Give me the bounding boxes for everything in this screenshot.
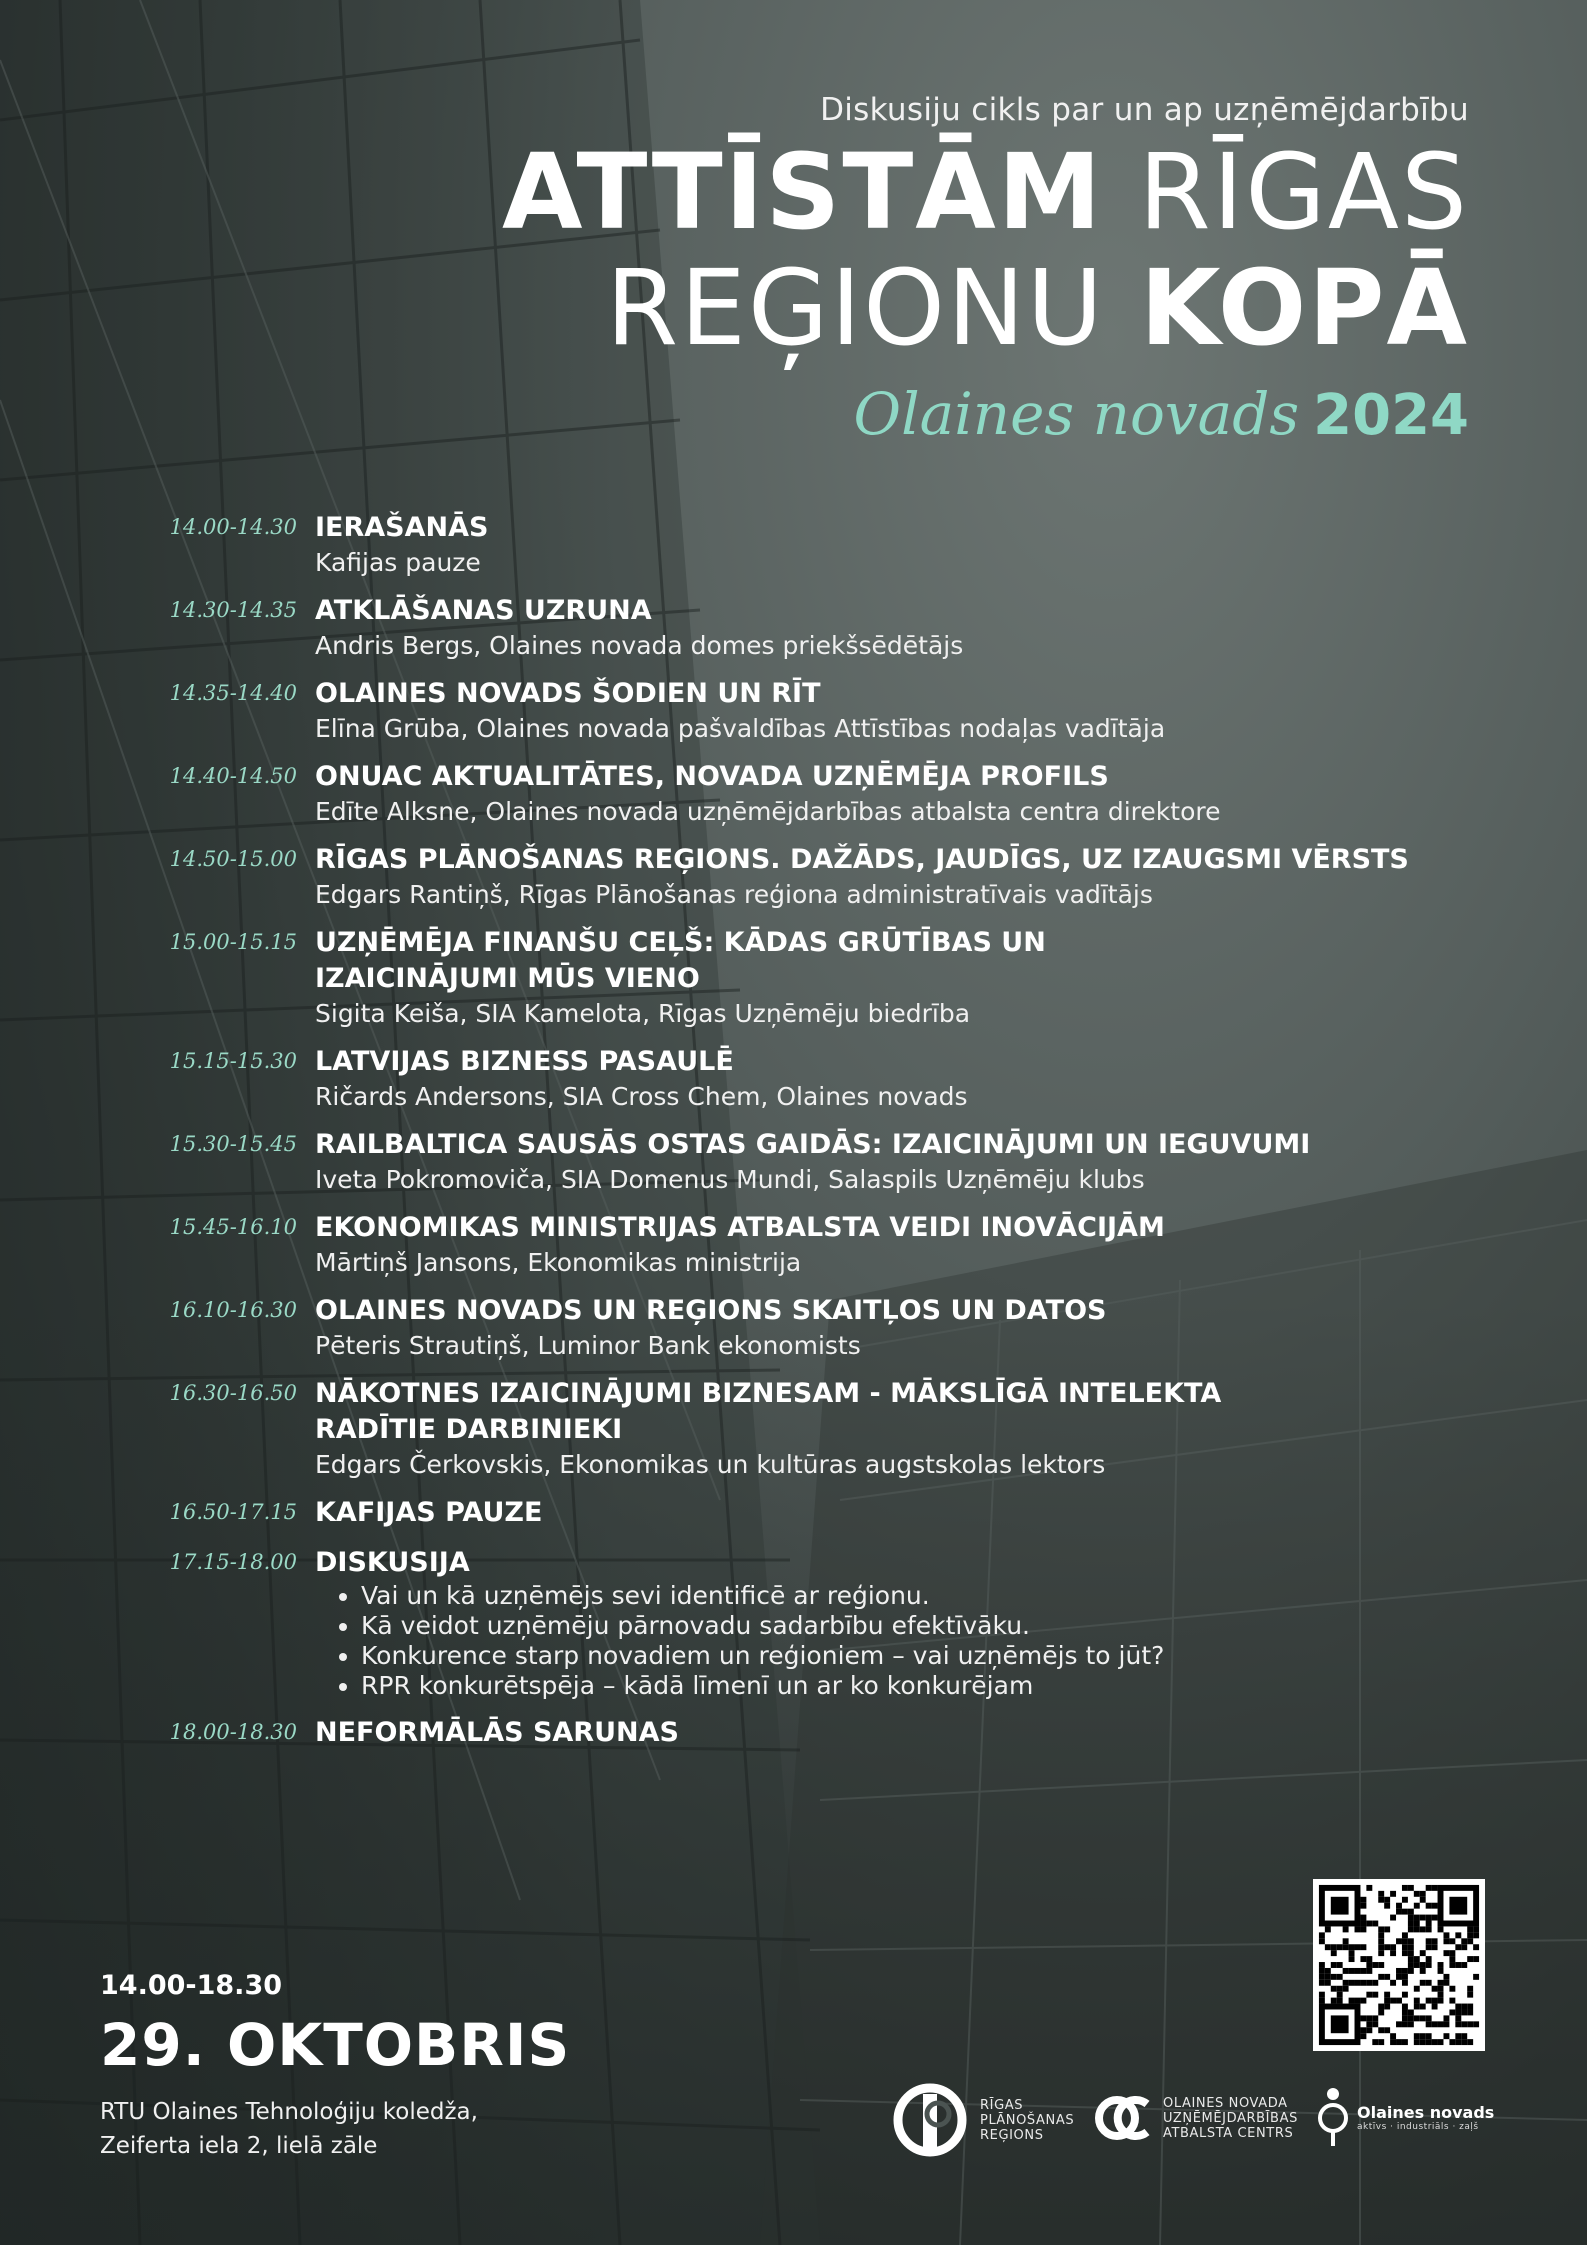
rpr-logo-icon xyxy=(890,2080,970,2160)
event-date: 29. OKTOBRIS xyxy=(100,2011,571,2079)
agenda-item xyxy=(150,1715,1450,1751)
agenda-speaker: Edīte Alksne, Olaines novada uzņēmējdarbības atbalsta centra direktore xyxy=(315,797,1221,826)
agenda-time: 16.30-16.50 xyxy=(169,1381,297,1405)
agenda-time: 14.35-14.40 xyxy=(169,681,297,705)
agenda-time: 14.50-15.00 xyxy=(169,847,297,871)
agenda-title: RĪGAS PLĀNOŠANAS REĢIONS. DAŽĀDS, JAUDĪGS, UZ IZAUGSMI VĒRSTS xyxy=(315,844,1409,875)
agenda-speaker: Edgars Rantiņš, Rīgas Plānošanas reģiona administratīvais vadītājs xyxy=(315,880,1153,909)
discussion-topic: • Kā veidot uzņēmēju pārnovadu sadarbību efektīvāku. xyxy=(361,1611,1450,1641)
agenda-title: IERAŠANĀS xyxy=(315,512,489,543)
agenda-time: 16.50-17.15 xyxy=(169,1500,297,1524)
agenda-time: 15.15-15.30 xyxy=(169,1049,297,1073)
agenda-time: 15.45-16.10 xyxy=(169,1215,297,1239)
discussion-topic: • Konkurence starp novadiem un reģioniem – vai uzņēmējs to jūt? xyxy=(361,1641,1450,1671)
agenda-item xyxy=(150,1376,1450,1481)
agenda-time: 15.00-15.15 xyxy=(169,930,297,954)
event-venue: RTU Olaines Tehnoloģiju koledža, Zeiferta iela 2, lielā zāle xyxy=(100,2099,478,2159)
event-year: 2024 xyxy=(1313,383,1469,448)
agenda-title: IZAICINĀJUMI MŪS VIENO xyxy=(315,963,700,994)
agenda-title: NĀKOTNES IZAICINĀJUMI BIZNESAM - MĀKSLĪGĀ INTELEKTA xyxy=(315,1378,1222,1409)
agenda-item xyxy=(150,676,1450,745)
agenda-title: EKONOMIKAS MINISTRIJAS ATBALSTA VEIDI INOVĀCIJĀM xyxy=(315,1212,1165,1243)
logo-rpr: RĪGAS PLĀNOŠANAS REĢIONS xyxy=(890,2080,1074,2160)
agenda-speaker: Sigita Keiša, SIA Kamelota, Rīgas Uzņēmēju biedrība xyxy=(315,999,971,1028)
partner-logos xyxy=(890,2080,1500,2160)
discussion-topic: • Vai un kā uzņēmējs sevi identificē ar reģionu. xyxy=(361,1581,1450,1611)
agenda-time: 17.15-18.00 xyxy=(169,1550,297,1574)
agenda-time: 14.00-14.30 xyxy=(169,515,297,539)
agenda-title: KAFIJAS PAUZE xyxy=(315,1497,543,1528)
agenda-title: RAILBALTICA SAUSĀS OSTAS GAIDĀS: IZAICINĀJUMI UN IEGUVUMI xyxy=(315,1129,1311,1160)
onuac-logo-icon xyxy=(1095,2090,1155,2146)
discussion-topics xyxy=(315,1581,1450,1701)
location-script: Olaines novads xyxy=(853,380,1300,448)
agenda-time: 15.30-15.45 xyxy=(169,1132,297,1156)
agenda-title: OLAINES NOVADS ŠODIEN UN RĪT xyxy=(315,678,821,709)
title-line-1: ATTĪSTĀM RĪGAS xyxy=(502,131,1469,253)
agenda-title: RADĪTIE DARBINIEKI xyxy=(315,1414,623,1445)
agenda-speaker: Mārtiņš Jansons, Ekonomikas ministrija xyxy=(315,1248,802,1277)
title-line-2: REĢIONU KOPĀ xyxy=(605,247,1469,369)
agenda-time: 18.00-18.30 xyxy=(169,1720,297,1744)
agenda-item xyxy=(150,1210,1450,1279)
agenda-item xyxy=(150,925,1450,1030)
agenda-speaker: Ričards Andersons, SIA Cross Chem, Olaines novads xyxy=(315,1082,968,1111)
agenda-item xyxy=(150,1127,1450,1196)
logo-onuac: OLAINES NOVADA UZŅĒMĒJDARBĪBAS ATBALSTA CENTRS xyxy=(1095,2090,1298,2146)
logo-olaines-novads: Olaines novads aktīvs · industriāls · zaļš xyxy=(1315,2084,1494,2150)
discussion-topic: • RPR konkurētspēja – kādā līmenī un ar ko konkurējam xyxy=(361,1671,1450,1701)
qr-code[interactable] xyxy=(1313,1879,1485,2051)
poster-title xyxy=(502,131,1469,369)
location-year xyxy=(502,380,1469,448)
map-pin-icon xyxy=(1315,2084,1351,2150)
agenda-speaker: Andris Bergs, Olaines novada domes priekšsēdētājs xyxy=(315,631,964,660)
event-details xyxy=(100,1970,570,2163)
agenda-item xyxy=(150,1495,1450,1531)
agenda-speaker: Pēteris Strautiņš, Luminor Bank ekonomists xyxy=(315,1331,861,1360)
agenda-item xyxy=(150,593,1450,662)
series-subtitle: Diskusiju cikls par un ap uzņēmējdarbību xyxy=(820,92,1469,128)
agenda-item xyxy=(150,1293,1450,1362)
agenda-title: LATVIJAS BIZNESS PASAULĒ xyxy=(315,1046,734,1077)
agenda-title: NEFORMĀLĀS SARUNAS xyxy=(315,1717,679,1748)
agenda-item xyxy=(150,842,1450,911)
agenda-list xyxy=(150,510,1450,1765)
agenda-time: 14.30-14.35 xyxy=(169,598,297,622)
agenda-title: ATKLĀŠANAS UZRUNA xyxy=(315,595,652,626)
agenda-speaker: Elīna Grūba, Olaines novada pašvaldības Attīstības nodaļas vadītāja xyxy=(315,714,1166,743)
agenda-item xyxy=(150,510,1450,579)
agenda-title: ONUAC AKTUALITĀTES, NOVADA UZŅĒMĒJA PROFILS xyxy=(315,761,1109,792)
agenda-item xyxy=(150,759,1450,828)
agenda-time: 16.10-16.30 xyxy=(169,1298,297,1322)
agenda-title: DISKUSIJA xyxy=(315,1547,470,1578)
agenda-speaker: Iveta Pokromoviča, SIA Domenus Mundi, Salaspils Uzņēmēju klubs xyxy=(315,1165,1145,1194)
agenda-item xyxy=(150,1545,1450,1701)
poster-header xyxy=(502,92,1469,448)
agenda-item xyxy=(150,1044,1450,1113)
agenda-speaker: Kafijas pauze xyxy=(315,548,481,577)
agenda-speaker: Edgars Čerkovskis, Ekonomikas un kultūras augstskolas lektors xyxy=(315,1450,1106,1479)
agenda-title: OLAINES NOVADS UN REĢIONS SKAITĻOS UN DATOS xyxy=(315,1295,1107,1326)
event-time: 14.00-18.30 xyxy=(100,1970,283,2001)
agenda-title: UZŅĒMĒJA FINANŠU CEĻŠ: KĀDAS GRŪTĪBAS UN xyxy=(315,927,1046,958)
agenda-time: 14.40-14.50 xyxy=(169,764,297,788)
